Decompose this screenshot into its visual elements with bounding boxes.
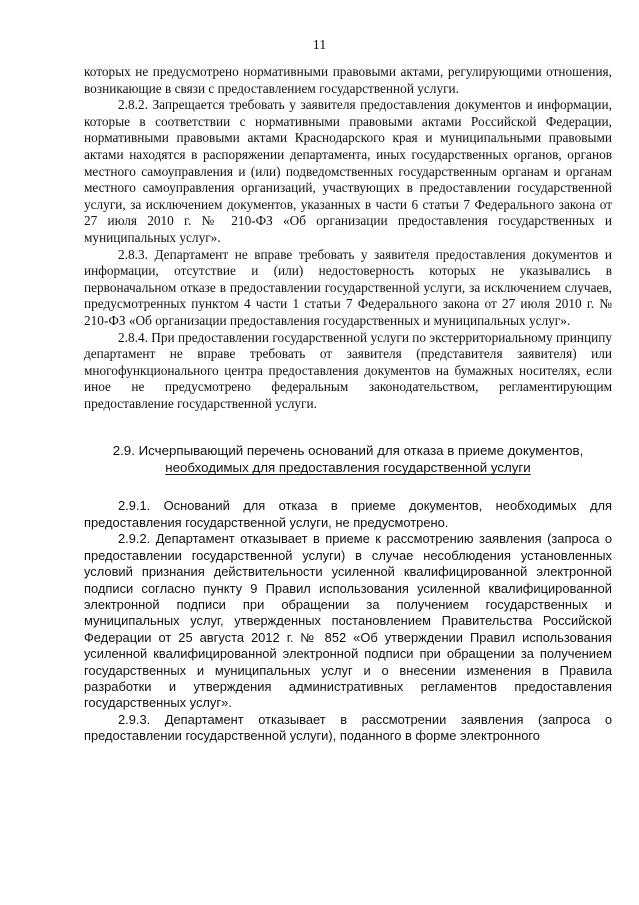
paragraph-2-8-2: 2.8.2. Запрещается требовать у заявителя предоставления документов и информации, которые в соответствии с нормативными правовыми актами Российской Федерации, нормативными правовыми актами Краснодарского края и муниципальными правовыми актами находятся в распоряжении департамента, иных государственных органов, органов местного самоуправления и (или) подведомственных государственным органам и органам местного самоуправления организаций, участвующих в предоставлении государственной услуги, за исключением документов, указанных в части 6 статьи 7 Федерального закона от 27 июля 2010 г. № 210-ФЗ «Об организации предоставления государственных и муниципальных услуг».	[84, 97, 612, 245]
paragraph-2-9-1: 2.9.1. Оснований для отказа в приеме документов, необходимых для предоставления государственной услуги, не предусмотрено.	[84, 498, 612, 530]
paragraph-2-8-3: 2.8.3. Департамент не вправе требовать у заявителя предоставления документов и информации, отсутствие и (или) недостоверность которых не указывались в первоначальном отказе в предоставлении государственной услуги, за исключением случаев, предусмотренных пунктом 4 части 1 статьи 7 Федерального закона от 27 июля 2010 г. № 210-ФЗ «Об организации предоставления государственных и муниципальных услуг».	[84, 246, 612, 328]
paragraph-2-9-2: 2.9.2. Департамент отказывает в приеме к рассмотрению заявления (запроса о предоставлении государственной услуги) в случае несоблюдения установленных условий признания действительности усиленной квалифицированной электронной подписи согласно пункту 9 Правил использования усиленной квалифицированной электронной подписи при обращении за получением государственных и муниципальных услуг, утвержденных постановлением Правительства Российской Федерации от 25 августа 2012 г. № 852 «Об утверждении Правил использования усиленной квалифицированной электронной подписи при обращении за получением государственных и муниципальных услуг и о внесении изменения в Правила разработки и утверждения административных регламентов предоставления государственных услуг».	[84, 531, 612, 711]
page-number: 11	[312, 38, 327, 53]
paragraph-continuation: которых не предусмотрено нормативными правовыми актами, регулирующими отношения, возникающие в связи с предоставлением государственной услуги.	[84, 64, 612, 96]
section-heading-line1: 2.9. Исчерпывающий перечень оснований для отказа в приеме документов,	[112, 443, 584, 459]
section-heading-2-9	[84, 442, 612, 476]
paragraph-2-8-4: 2.8.4. При предоставлении государственной услуги по экстерриториальному принципу департамент не вправе требовать от заявителя (представителя заявителя) или многофункционального центра предоставления документов на бумажных носителях, если иное не предусмотрено федеральным законодательством, регламентирующим предоставление государственной услуги.	[84, 329, 612, 411]
section-2-9-body	[84, 498, 612, 744]
section-2-8-continuation	[84, 64, 612, 412]
document-body	[84, 64, 612, 745]
section-heading-line2: необходимых для предоставления государственной услуги	[165, 460, 531, 476]
paragraph-2-9-3: 2.9.3. Департамент отказывает в рассмотрении заявления (запроса о предоставлении государственной услуги), поданного в форме электронного	[84, 711, 612, 744]
